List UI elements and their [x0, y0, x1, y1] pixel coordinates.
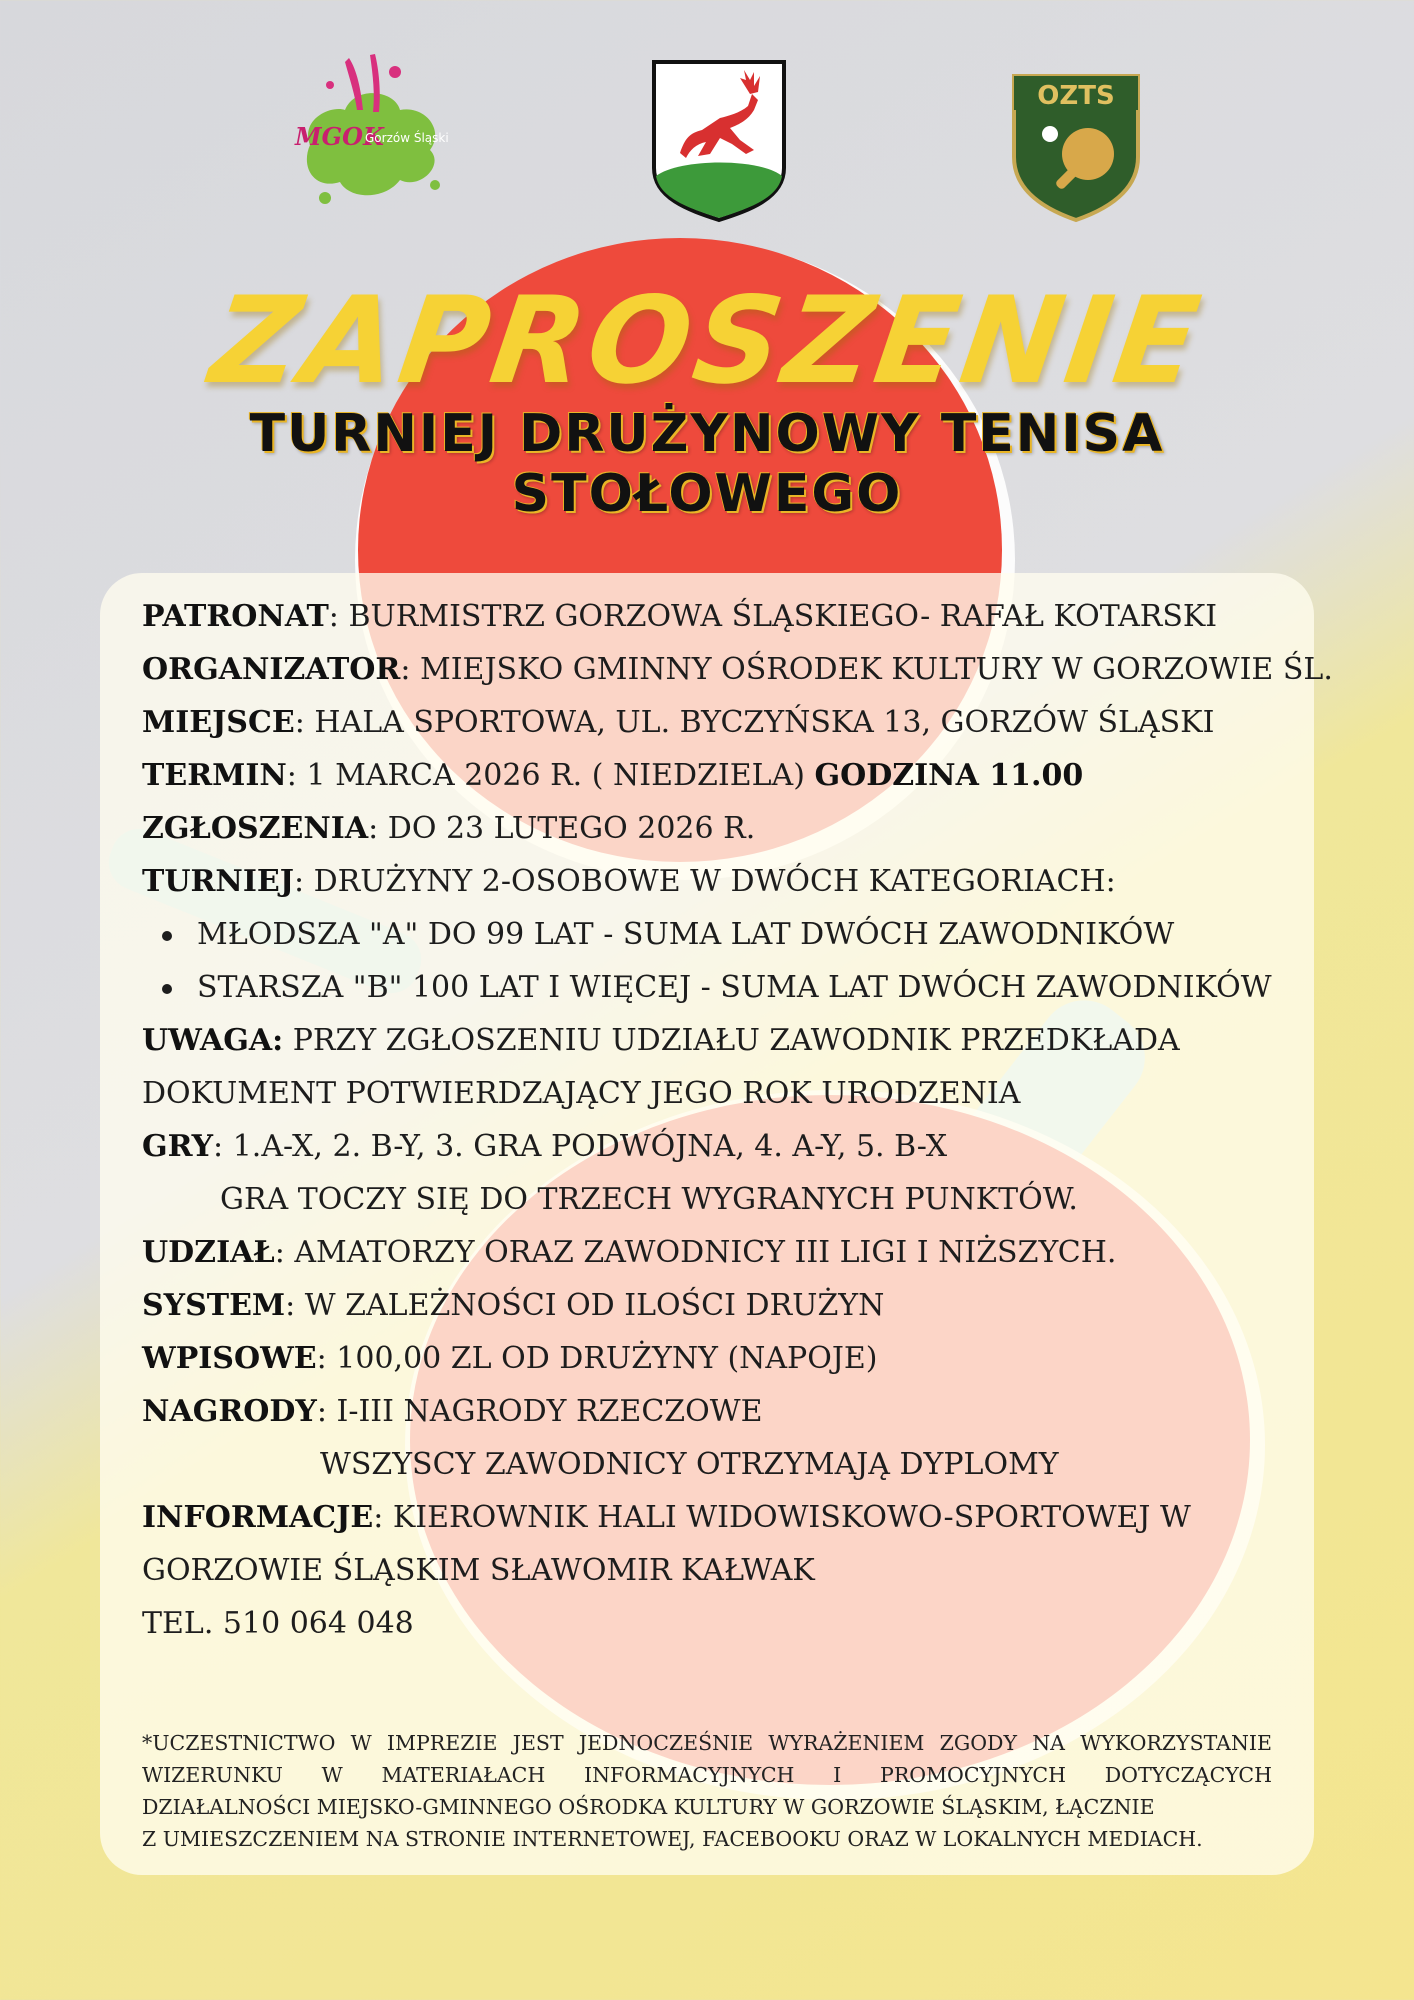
tournament-subtitle	[0, 404, 1414, 524]
info-informacje: INFORMACJE: KIEROWNIK HALI WIDOWISKOWO-SPORTOWEJ W	[142, 1500, 1191, 1535]
svg-text:Gorzów Śląski: Gorzów Śląski	[365, 131, 449, 145]
logo-bar	[0, 50, 1414, 230]
svg-text:MGOK: MGOK	[295, 122, 384, 151]
info-gry-continued: GRA TOCZY SIĘ DO TRZECH WYGRANYCH PUNKTÓW.	[220, 1182, 1078, 1217]
info-uwaga-continued: DOKUMENT POTWIERDZAJĄCY JEGO ROK URODZENIA	[142, 1076, 1021, 1111]
info-gry: GRY: 1.A-X, 2. B-Y, 3. GRA PODWÓJNA, 4. A-Y, 5. B-X	[142, 1129, 948, 1164]
info-termin: TERMIN: 1 MARCA 2026 R. ( NIEDZIELA) GODZINA 11.00	[142, 758, 1084, 793]
subtitle-line-2: STOŁOWEGO	[511, 464, 903, 524]
info-informacje-continued: GORZOWIE ŚLĄSKIM SŁAWOMIR KAŁWAK	[142, 1553, 815, 1588]
footnote-line-3: DZIAŁALNOŚCI MIEJSKO-GMINNEGO OŚRODKA KULTURY W GORZOWIE ŚLĄSKIM, ŁĄCZNIE	[142, 1795, 1155, 1819]
info-zgloszenia: ZGŁOSZENIA: DO 23 LUTEGO 2026 R.	[142, 811, 756, 846]
subtitle-line-1: TURNIEJ DRUŻYNOWY TENISA	[249, 404, 1165, 464]
info-system: SYSTEM: W ZALEŻNOŚCI OD ILOŚCI DRUŻYN	[142, 1288, 885, 1323]
svg-text:OZTS: OZTS	[1037, 81, 1115, 111]
info-patronat: PATRONAT: BURMISTRZ GORZOWA ŚLĄSKIEGO- RAFAŁ KOTARSKI	[142, 599, 1218, 634]
invitation-title: ZAPROSZENIE	[202, 272, 1212, 411]
footnote-line-1: *UCZESTNICTWO W IMPREZIE JEST JEDNOCZEŚNIE WYRAŻENIEM ZGODY NA WYKORZYSTANIE	[142, 1731, 1272, 1755]
info-uwaga: UWAGA: PRZY ZGŁOSZENIU UDZIAŁU ZAWODNIK PRZEDKŁADA	[142, 1023, 1180, 1058]
list-item-category-a: MŁODSZA "A" DO 99 LAT - SUMA LAT DWÓCH ZAWODNIKÓW	[142, 908, 1292, 961]
info-telefon: TEL. 510 064 048	[142, 1606, 414, 1641]
footnote-line-4: Z UMIESZCZENIEM NA STRONIE INTERNETOWEJ, FACEBOOKU ORAZ W LOKALNYCH MEDIACH.	[142, 1827, 1203, 1851]
ozts-logo	[1010, 72, 1142, 222]
deer-crest-icon	[650, 58, 788, 223]
info-nagrody-continued: WSZYSCY ZAWODNICY OTRZYMAJĄ DYPLOMY	[320, 1447, 1059, 1482]
info-wpisowe: WPISOWE: 100,00 ZL OD DRUŻYNY (NAPOJE)	[142, 1341, 878, 1376]
info-miejsce: MIEJSCE: HALA SPORTOWA, UL. BYCZYŃSKA 13, GORZÓW ŚLĄSKI	[142, 705, 1215, 740]
info-nagrody: NAGRODY: I-III NAGRODY RZECZOWE	[142, 1394, 763, 1429]
footnote-line-2: WIZERUNKU W MATERIAŁACH INFORMACYJNYCH I PROMOCYJNYCH DOTYCZĄCYCH	[142, 1763, 1272, 1787]
info-turniej: TURNIEJ: DRUŻYNY 2-OSOBOWE W DWÓCH KATEGORIACH:	[142, 864, 1116, 899]
consent-footnote	[142, 1727, 1272, 1855]
list-item-category-b: STARSZA "B" 100 LAT I WIĘCEJ - SUMA LAT DWÓCH ZAWODNIKÓW	[142, 961, 1292, 1014]
tournament-info	[142, 590, 1333, 1650]
mgok-logo	[285, 50, 455, 210]
info-organizator: ORGANIZATOR: MIEJSKO GMINNY OŚRODEK KULTURY W GORZOWIE ŚL.	[142, 652, 1333, 687]
info-udzial: UDZIAŁ: AMATORZY ORAZ ZAWODNICY III LIGI I NIŻSZYCH.	[142, 1235, 1117, 1270]
